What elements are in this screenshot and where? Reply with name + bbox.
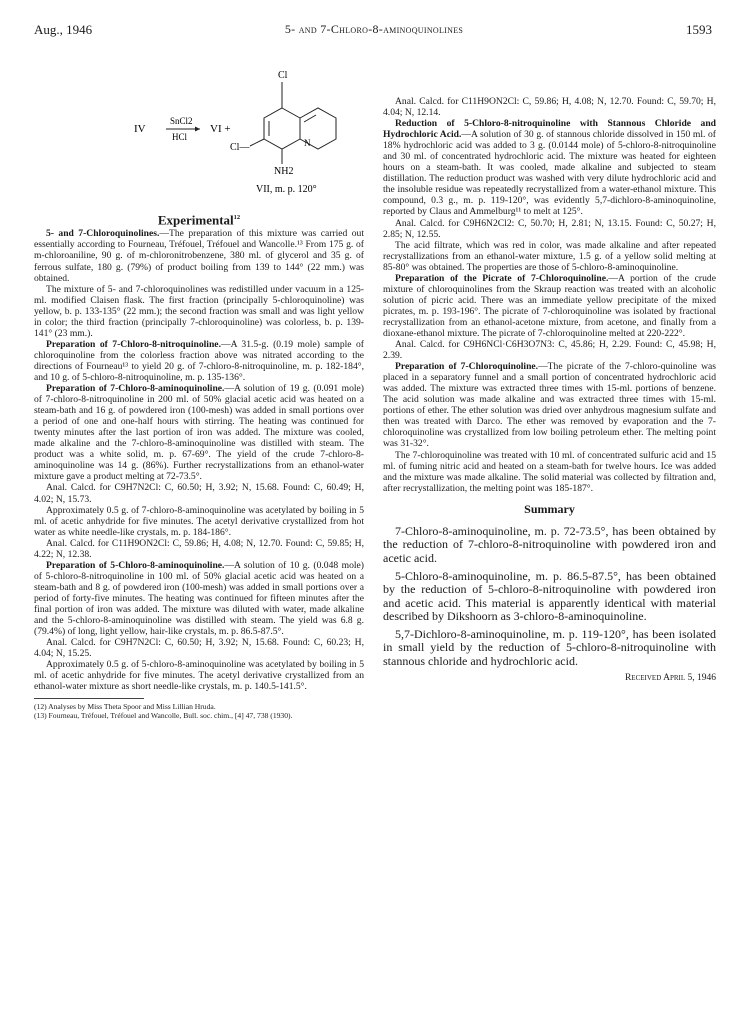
- experimental-heading: [34, 212, 364, 228]
- experimental-footnote-ref: 12: [233, 214, 241, 221]
- analysis-line: Anal. Calcd. for C11H9ON2Cl: C, 59.86; H, 4.08; N, 12.70. Found: C, 59.85; H, 4.22; N, 12.38.: [34, 537, 364, 560]
- scheme-reagent-bottom: HCl: [172, 132, 188, 142]
- summary-heading: Summary: [524, 501, 575, 516]
- ring-nitrogen: N: [304, 138, 311, 148]
- paragraph-heading: Preparation of 7-Chloro-8-aminoquinoline.: [46, 383, 225, 395]
- received-date: Received April 5, 1946: [624, 672, 716, 683]
- substituent-cl-top: Cl: [278, 70, 288, 81]
- scheme-reagent-top: SnCl2: [170, 116, 193, 126]
- summary-paragraph: 7-Chloro-8-aminoquinoline, m. p. 72-73.5°, has been obtained by the reduction of 7-chloro-8-nitroquinoline with powdered iron and acetic acid.: [383, 523, 716, 565]
- page-number: 1593: [686, 22, 712, 37]
- paragraph-heading: Preparation of the Picrate of 7-Chloroquinoline.: [395, 272, 609, 284]
- scheme-arrowhead: [195, 127, 200, 132]
- analysis-line: Anal. Calcd. for C9H7N2Cl: C, 60.50; H, 3.92; N, 15.68. Found: C, 60.23; H, 4.04; N, 15.25.: [34, 637, 364, 660]
- paragraph-heading: Reduction of 5-Chloro-8-nitroquinoline with Stannous Chloride and Hydrochloric Acid.: [383, 118, 716, 141]
- paragraph: Preparation of 5-Chloro-8-aminoquinoline.—A solution of 10 g. (0.048 mole) of 5-chloro-8-nitroquinoline in 100 ml. of 50% glacial acetic acid was heated on a steam-bath and 8 g. of powdered iron (100-mesh) was added in small portions over a period of forty-five minutes. The heating was continued for fifteen minutes after the final portion of iron was added. The mixture was diluted with water, made alkaline and the 5-chloro-8-aminoquinoline was distilled with steam. The yield was 6.8 g. (79.4%) of long, light yellow, hair-like crystals, m. p. 86.5-87.5°.: [34, 559, 364, 638]
- paragraph-heading: 5- and 7-Chloroquinolines.: [46, 228, 160, 240]
- paragraph: Preparation of 7-Chloro-8-nitroquinoline.—A 31.5-g. (0.19 mole) sample of chloroquinoline from the colorless fraction above was nitrated according to the directions of Fourneau¹³ to yield 20 g. of 7-chloro-8-nitroquinoline, m. p. 182-184°, and 10 g. of 5-chloro-8-nitroquinoline, m. p. 135-136°.: [34, 338, 364, 383]
- paragraph: Approximately 0.5 g. of 5-chloro-8-aminoquinoline was acetylated by boiling in 5 ml. of acetic anhydride for five minutes. The acetyl derivative crystallized from an ethanol-water mixture as short needle-like crystals, m. p. 140.5-141.5°.: [34, 659, 364, 693]
- analysis-line: Anal. Calcd. for C11H9ON2Cl: C, 59.86; H, 4.08; N, 12.70. Found: C, 59.70; H, 4.04; N, 12.14.: [383, 96, 716, 119]
- analysis-line: Anal. Calcd. for C9H7N2Cl: C, 60.50; H, 3.92; N, 15.68. Found: C, 60.49; H, 4.02; N, 15.73.: [34, 482, 364, 505]
- scheme-start-label: IV: [134, 123, 146, 135]
- experimental-title: Experimental: [157, 212, 234, 228]
- paragraph: Preparation of the Picrate of 7-Chloroquinoline.—A portion of the crude mixture of chloroquinolines from the Skraup reaction was treated with an alcoholic solution of picric acid. There was an immediate yellow precipitate of the mixed picrates, m. p. 193-196°. The picrate of 7-chloroquinoline was isolated by fractional recrystallization from an ethanol-acetone mixture, from acetone, and finally from a dioxane-ethanol mixture. The picrate of 7-chloroquinoline melted at 220-222°.: [383, 272, 716, 339]
- running-header-date: Aug., 1946: [34, 22, 93, 37]
- scheme-product1: VI +: [210, 123, 231, 135]
- substituent-amino: NH2: [274, 166, 294, 177]
- paragraph: The acid filtrate, which was red in color, was made alkaline and after repeated recrystallizations from an ethanol-water mixture, 1.5 g. of a yellow solid melting at 85-80° was obtained. The properties are those of 5-chloro-8-aminoquinoline.: [383, 239, 716, 273]
- footnote: (13) Fourneau, Tréfouel, Tréfouel and Wancolle, Bull. soc. chim., [4] 47, 738 (1930).: [34, 711, 293, 721]
- scheme-caption: VII, m. p. 120°: [256, 184, 317, 195]
- substituent-cl-left: Cl—: [230, 142, 250, 153]
- paragraph: Preparation of 7-Chloroquinoline.—The picrate of the 7-chloro-quinoline was placed in a separatory funnel and a small portion of concentrated hydrochloric acid was added. The mixture was extracted three times with 15-ml. portions of benzene. The acid solution was made alkaline and was extracted three times with 15-ml. portions of ether. The ether solution was dried over anhydrous magnesium sulfate and then was treated with Darco. The ether was removed by evaporation and the 7-chloroquinoline was crystallized from low boiling petroleum ether. The melting point was 31-32°.: [383, 361, 716, 450]
- paragraph: Reduction of 5-Chloro-8-nitroquinoline with Stannous Chloride and Hydrochloric Acid.—A solution of 30 g. of stannous chloride dissolved in 150 ml. of 18% hydrochloric acid was added to 3 g. (0.0144 mole) of 5-chloro-8-nitroquinoline and 30 ml. of concentrated hydrochloric acid. The mixture was heated for eighteen hours on a steam-bath. It was cooled, made alkaline and subjected to steam distillation. The reduction product was washed with very dilute hydrochloric acid and the insoluble residue was repeatedly recrystallized from a water-ethanol mixture. This compound, 0.3 g., m. p. 119-120°, was evidently 5,7-dichloro-8-aminoquinoline, reported by Claus and Ammelburg¹¹ to melt at 125°.: [383, 118, 717, 218]
- reaction-scheme-drawing: [34, 58, 364, 210]
- footnote: (12) Analyses by Miss Theta Spoor and Miss Lillian Hruda.: [34, 702, 216, 712]
- summary-paragraph: 5-Chloro-8-aminoquinoline, m. p. 86.5-87.5°, has been obtained by the reduction of 5-chloro-8-nitroquinoline with powdered iron and acetic acid. This material is apparently identical with material described by Dikshoorn as 3-chloro-8-aminoquinoline.: [383, 568, 716, 624]
- quinoline-structure: [250, 82, 336, 164]
- paragraph-heading: Preparation of 7-Chloroquinoline.: [395, 361, 539, 373]
- paragraph-heading: Preparation of 5-Chloro-8-aminoquinoline.: [46, 559, 225, 571]
- paragraph: 5- and 7-Chloroquinolines.—The preparation of this mixture was carried out essentially according to Fourneau, Tréfouel, Tréfouel and Wancolle.¹³ From 175 g. of m-chloroaniline, 90 g. of m-chloronitrobenzene, 380 ml. of glycerol and 35 g. of ferrous sulfate, 180 g. (79%) of product boiling from 139 to 144° (22 mm.) was obtained.: [34, 228, 364, 284]
- summary-paragraph: 5,7-Dichloro-8-aminoquinoline, m. p. 119-120°, has been isolated in small yield by the reduction of 5-chloro-8-nitroquinoline with stannous chloride and hydrochloric acid.: [383, 626, 716, 669]
- analysis-line: Anal. Calcd. for C9H6NCl·C6H3O7N3: C, 45.86; H, 2.29. Found: C, 45.98; H, 2.39.: [383, 339, 716, 362]
- paragraph: The mixture of 5- and 7-chloroquinolines was redistilled under vacuum in a 125-ml. modified Claisen flask. The first fraction (principally 5-chloroquinoline) was yellow, b. p. 133-135° (22 mm.); the second fraction was small and was light yellow in color; the third fraction (principally 7-chloroquinoline) was colorless, b. p. 139-141° (23 mm.).: [34, 283, 364, 339]
- analysis-line: Anal. Calcd. for C9H6N2Cl2: C, 50.70; H, 2.81; N, 13.15. Found: C, 50.27; H, 2.85; N, 12.55.: [383, 217, 716, 240]
- running-header-title: 5- and 7-Chloro-8-aminoquinolines: [284, 22, 464, 36]
- left-column: [34, 58, 364, 720]
- paragraph: Preparation of 7-Chloro-8-aminoquinoline.—A solution of 19 g. (0.091 mole) of 7-chloro-8-nitroquinoline in 200 ml. of 50% glacial acetic acid was heated on a steam-bath and 16 g. of powdered iron (100-mesh) was added in small portions over a period of one and one-half hours with stirring. The heating was continued for twenty minutes after the last portion of iron was added. The mixture was cooled, made alkaline and the 7-chloro-8-aminoquinoline was distilled with steam. The product was a white solid, m. p. 67-69°. The yield of the crude 7-chloro-8-aminoquinoline was 14 g. (86%). Further recrystallizations from an ethanol-water mixture gave a product melting at 72-73.5°.: [34, 383, 364, 483]
- paragraph: Approximately 0.5 g. of 7-chloro-8-aminoquinoline was acetylated by boiling in 5 ml. of acetic anhydride for five minutes. The acetyl derivative crystallized from hot water as white needle-like crystals, m. p. 184-186°.: [34, 504, 364, 538]
- paragraph: The 7-chloroquinoline was treated with 10 ml. of concentrated sulfuric acid and 15 ml. of fuming nitric acid and heated on a steam-bath for twelve hours. Ice was added and the mixture was made alkaline. The solid material was collected by filtration and, after recrystallization, the melting point was 185-187°.: [383, 449, 716, 494]
- reaction-scheme: [34, 58, 364, 210]
- paragraph-heading: Preparation of 7-Chloro-8-nitroquinoline.: [46, 338, 221, 350]
- right-column: [383, 96, 716, 684]
